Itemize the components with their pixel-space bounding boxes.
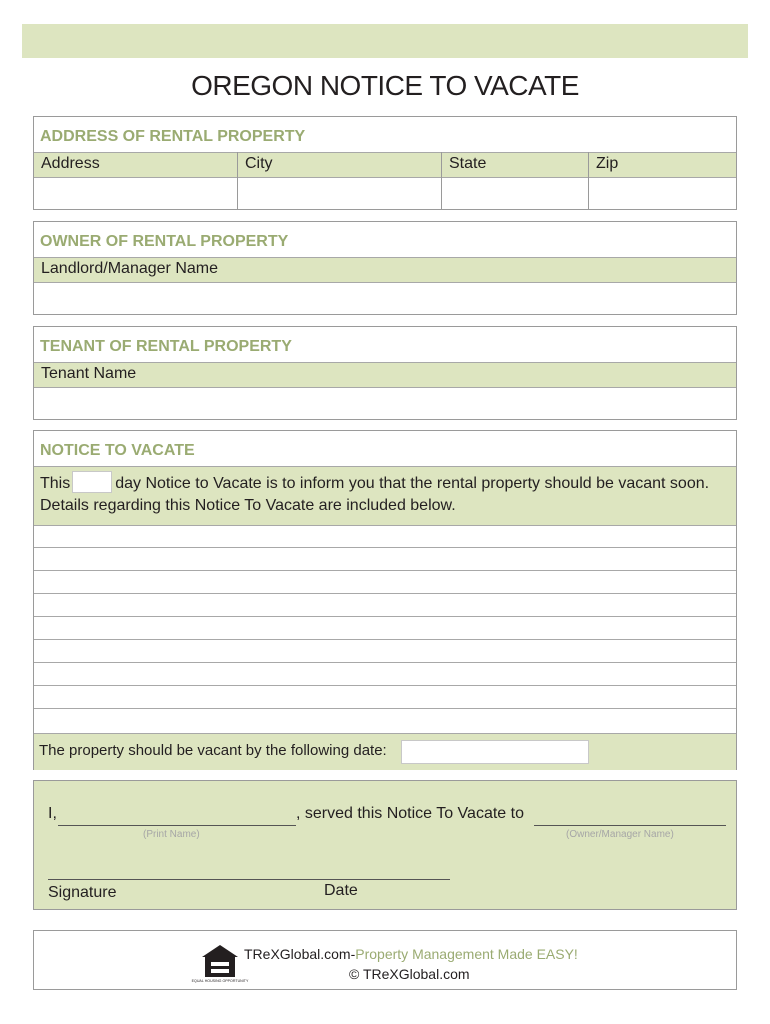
detail-line[interactable]	[34, 593, 736, 594]
page-title: OREGON NOTICE TO VACATE	[191, 70, 579, 101]
signature-line[interactable]	[48, 879, 450, 880]
owner-heading: OWNER OF RENTAL PROPERTY	[40, 233, 289, 250]
address-input[interactable]	[34, 176, 237, 209]
state-label: State	[449, 155, 487, 172]
owner-manager-name-line[interactable]	[534, 825, 726, 826]
print-name-hint: (Print Name)	[143, 829, 200, 840]
signature-label: Signature	[48, 884, 117, 901]
notice-paragraph	[40, 471, 732, 517]
notice-text-before: This	[40, 475, 71, 492]
notice-heading: NOTICE TO VACATE	[40, 442, 195, 459]
notice-days-input[interactable]	[72, 471, 112, 493]
city-label: City	[245, 155, 273, 172]
address-section	[33, 116, 737, 210]
date-label: Date	[324, 882, 358, 899]
detail-line[interactable]	[34, 570, 736, 571]
vacant-date-label: The property should be vacant by the following date:	[39, 742, 387, 759]
i-label: I,	[48, 805, 57, 822]
notice-section	[33, 430, 737, 770]
detail-line[interactable]	[34, 639, 736, 640]
footer-brand[interactable]: TReXGlobal.com-	[244, 946, 356, 962]
footer-copyright: © TReXGlobal.com	[349, 966, 470, 982]
detail-line[interactable]	[34, 708, 736, 709]
vacant-date-band	[34, 733, 736, 770]
landlord-name-label: Landlord/Manager Name	[41, 260, 218, 277]
footer-brand-line	[244, 946, 578, 962]
city-input[interactable]	[238, 176, 441, 209]
address-label: Address	[41, 155, 100, 172]
print-name-line[interactable]	[58, 825, 296, 826]
logo-text: EQUAL HOUSING OPPORTUNITY	[191, 979, 249, 983]
top-color-bar	[22, 24, 748, 58]
address-label-band	[34, 152, 736, 178]
service-signature-area	[33, 780, 737, 910]
tenant-section	[33, 326, 737, 420]
footer-tagline: Property Management Made EASY!	[355, 946, 578, 962]
zip-label: Zip	[596, 155, 619, 172]
notice-text-after: day Notice to Vacate is to inform you that the rental property should be vacant soon. Details regarding this Notice To Vacate are included below.	[40, 475, 710, 514]
state-input[interactable]	[442, 176, 588, 209]
tenant-name-label: Tenant Name	[41, 365, 137, 382]
notice-text-band	[34, 466, 736, 526]
zip-input[interactable]	[589, 176, 735, 209]
vacant-date-input[interactable]	[401, 740, 589, 764]
footer	[33, 930, 737, 990]
detail-line[interactable]	[34, 685, 736, 686]
equal-housing-logo	[191, 943, 249, 987]
address-heading: ADDRESS OF RENTAL PROPERTY	[40, 128, 306, 145]
tenant-heading: TENANT OF RENTAL PROPERTY	[40, 338, 292, 355]
served-text: , served this Notice To Vacate to	[296, 805, 524, 822]
detail-line[interactable]	[34, 616, 736, 617]
detail-line[interactable]	[34, 662, 736, 663]
owner-section	[33, 221, 737, 315]
tenant-label-band	[34, 362, 736, 388]
tenant-name-input[interactable]	[34, 386, 735, 419]
owner-manager-hint: (Owner/Manager Name)	[566, 829, 674, 840]
landlord-name-input[interactable]	[34, 281, 735, 314]
detail-line[interactable]	[34, 547, 736, 548]
